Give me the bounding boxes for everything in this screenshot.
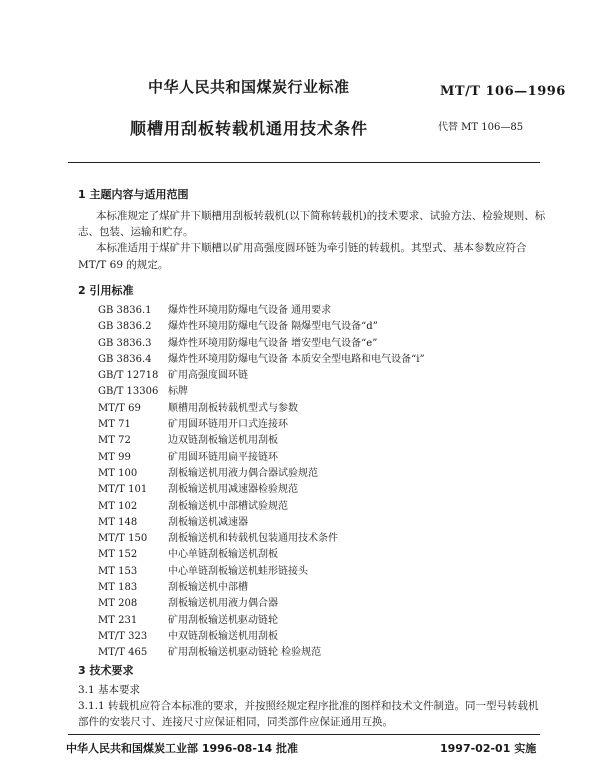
reference-name: 爆炸性环境用防爆电气设备 增安型电气设备“e”	[168, 337, 378, 349]
reference-item	[98, 499, 425, 515]
reference-item	[98, 515, 425, 531]
reference-item	[98, 466, 425, 482]
section-1-para-1-line-1: 本标准规定了煤矿井下顺槽用刮板转载机(以下简称转载机)的技术要求、试验方法、检验规则、标	[96, 210, 546, 222]
reference-code: MT 102	[98, 500, 138, 512]
reference-item	[98, 450, 425, 466]
reference-code: GB 3836.3	[98, 337, 152, 349]
reference-code: MT 72	[98, 435, 131, 447]
reference-item	[98, 645, 425, 661]
reference-code: GB/T 13306	[98, 386, 159, 398]
reference-name: 顺槽用刮板转载机型式与参数	[168, 402, 298, 414]
reference-name: 爆炸性环境用防爆电气设备 隔爆型电气设备“d”	[168, 321, 378, 333]
publisher-title: 中华人民共和国煤炭行业标准	[148, 78, 350, 96]
reference-name: 刮板输送机和转载机包装通用技术条件	[168, 533, 338, 545]
reference-code: MT 71	[98, 419, 131, 431]
reference-item	[98, 303, 425, 319]
implementation-date: 1997-02-01 实施	[440, 742, 537, 755]
reference-code: MT 152	[98, 549, 138, 561]
footer-divider	[68, 734, 540, 735]
reference-name: 刮板输送机中部槽试验规范	[168, 500, 288, 512]
reference-code: MT 231	[98, 614, 138, 626]
reference-name: 矿用刮板输送机驱动链轮	[168, 614, 278, 626]
section-3-heading: 3 技术要求	[78, 664, 134, 677]
reference-item	[98, 417, 425, 433]
header-divider	[68, 162, 540, 163]
reference-item	[98, 531, 425, 547]
reference-code: MT 153	[98, 565, 138, 577]
reference-code: MT 148	[98, 516, 138, 528]
reference-name: 中心单链刮板输送机刮板	[168, 549, 278, 561]
reference-code: MT/T 323	[98, 630, 148, 642]
reference-name: 中心单链刮板输送机蛙形链接头	[168, 565, 308, 577]
approval-line: 中华人民共和国煤炭工业部 1996-08-14 批准	[66, 742, 299, 755]
reference-item	[98, 547, 425, 563]
reference-item	[98, 564, 425, 580]
reference-name: 刮板输送机用减速器检验规范	[168, 484, 298, 496]
reference-name: 矿用圆环链用扁平接链环	[168, 451, 278, 463]
clause-3-1-1-line-2: 部件的安装尺寸、连接尺寸应保证相同，同类部件应保证通用互换。	[78, 716, 393, 728]
section-1-heading: 1 主题内容与适用范围	[78, 188, 189, 201]
reference-item	[98, 401, 425, 417]
reference-item	[98, 319, 425, 335]
reference-name: 矿用圆环链用开口式连接环	[168, 419, 288, 431]
reference-name: 爆炸性环境用防爆电气设备 通用要求	[168, 305, 332, 316]
reference-item	[98, 482, 425, 498]
clause-3-1-1-line-1: 3.1.1 转载机应符合本标准的要求，并按照经规定程序批准的图样和技术文件制造。同一型号转载机	[78, 700, 539, 712]
reference-code: GB 3836.1	[98, 305, 152, 316]
reference-item	[98, 352, 425, 368]
reference-name: 矿用高强度圆环链	[168, 370, 248, 382]
reference-item	[98, 580, 425, 596]
section-3-1-heading: 3.1 基本要求	[78, 684, 141, 696]
section-1-para-1-line-2: 志、包装、运输和贮存。	[78, 226, 194, 238]
reference-item	[98, 384, 425, 400]
reference-code: MT/T 69	[98, 402, 141, 414]
reference-code: MT 183	[98, 582, 138, 594]
reference-code: MT/T 465	[98, 647, 148, 659]
reference-list	[98, 303, 425, 662]
reference-code: MT/T 150	[98, 533, 148, 545]
section-1-para-2-line-2: MT/T 69 的规定。	[78, 259, 169, 271]
reference-name: 中双链刮板输送机用刮板	[168, 630, 278, 642]
reference-code: MT/T 101	[98, 484, 148, 496]
reference-item	[98, 433, 425, 449]
reference-name: 刮板输送机用液力偶合器	[168, 598, 278, 610]
reference-name: 刮板输送机用液力偶合器试验规范	[168, 467, 318, 479]
section-1-para-2-line-1: 本标准适用于煤矿井下顺槽以矿用高强度圆环链为牵引链的转载机。其型式、基本参数应符合	[96, 242, 527, 254]
standard-number: MT/T 106—1996	[440, 84, 566, 99]
reference-item	[98, 596, 425, 612]
reference-item	[98, 368, 425, 384]
reference-name: 边双链刮板输送机用刮板	[168, 435, 278, 447]
reference-code: MT 100	[98, 467, 138, 479]
reference-name: 矿用刮板输送机驱动链轮 检验规范	[168, 647, 322, 659]
section-2-heading: 2 引用标准	[78, 284, 134, 297]
reference-item	[98, 629, 425, 645]
reference-code: GB/T 12718	[98, 370, 159, 382]
reference-code: GB 3836.4	[98, 353, 152, 365]
reference-name: 爆炸性环境用防爆电气设备 本质安全型电路和电气设备“i”	[168, 353, 425, 365]
document-title: 顺槽用刮板转载机通用技术条件	[130, 119, 369, 138]
reference-name: 标牌	[168, 386, 188, 398]
reference-name: 刮板输送机减速器	[168, 516, 248, 528]
reference-name: 刮板输送机中部槽	[168, 582, 248, 594]
replaces-note: 代替 MT 106—85	[438, 122, 524, 133]
reference-item	[98, 613, 425, 629]
reference-code: GB 3836.2	[98, 321, 152, 333]
reference-item	[98, 336, 425, 352]
reference-code: MT 99	[98, 451, 131, 463]
reference-code: MT 208	[98, 598, 138, 610]
